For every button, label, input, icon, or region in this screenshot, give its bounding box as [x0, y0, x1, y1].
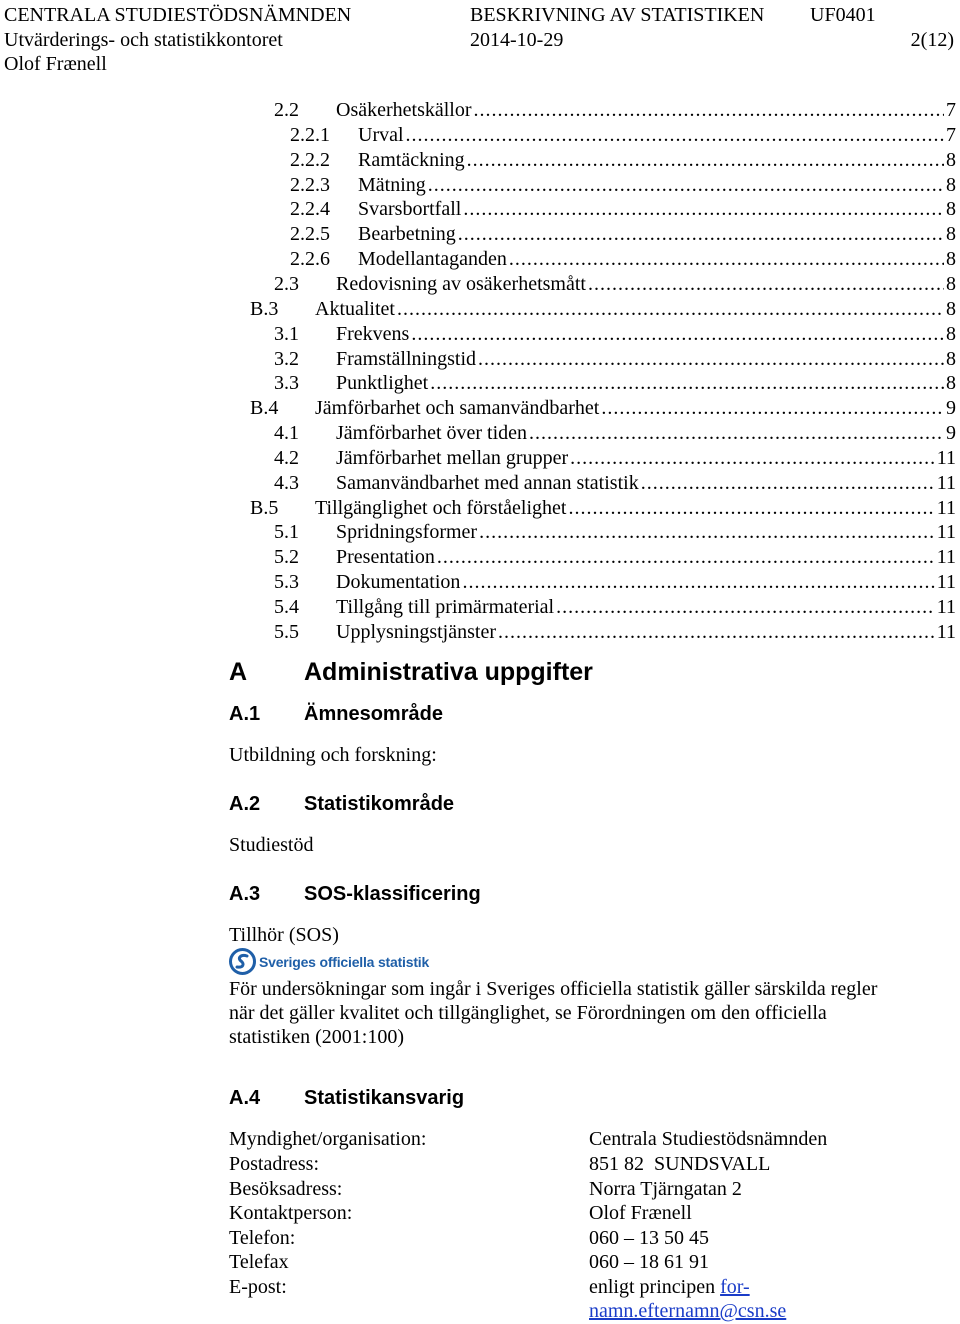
toc-entry-number: 2.2.1 — [290, 123, 330, 146]
toc-entry-page: 8 — [946, 248, 956, 271]
toc-entry-page: 11 — [936, 571, 956, 594]
contact-label-visit: Besöksadress: — [229, 1178, 343, 1200]
contact-value-visit: Norra Tjärngatan 2 — [589, 1178, 742, 1200]
header-doc-code: UF0401 — [810, 4, 876, 26]
toc-entry-title: Presentation — [336, 546, 435, 569]
toc-entry-page: 7 — [946, 123, 956, 146]
a2-text: Studiestöd — [229, 834, 314, 856]
a2-number: A.2 — [229, 793, 261, 815]
header-page: 2(12) — [910, 29, 954, 51]
toc-entry-leader — [509, 247, 944, 271]
toc-entry-page: 8 — [946, 297, 956, 320]
toc-entry-number: 2.2.3 — [290, 173, 330, 196]
toc-entry-leader — [428, 173, 944, 197]
toc-entry-title: Ramtäckning — [358, 148, 465, 171]
toc-entry-title: Osäkerhetskällor — [336, 99, 472, 121]
email-link-line-2-wrap — [589, 1299, 786, 1324]
contact-label-org: Myndighet/organisation: — [229, 1128, 427, 1150]
toc-entry-number: 5.1 — [274, 521, 299, 544]
toc-entry-number: 5.5 — [274, 620, 299, 643]
a1-text: Utbildning och forskning: — [229, 744, 437, 766]
header-author: Olof Frænell — [4, 53, 107, 75]
contact-label-email: E-post: — [229, 1276, 287, 1298]
toc-entry-title: Jämförbarhet över tiden — [336, 422, 528, 445]
toc-entry-title: Svarsbortfall — [358, 198, 462, 221]
toc-entry-number: 3.2 — [274, 347, 299, 370]
toc-entry[interactable] — [274, 446, 956, 470]
toc-entry-number: B.5 — [250, 496, 279, 519]
toc-entry-title: Aktualitet — [315, 297, 395, 320]
toc-entry-page: 11 — [936, 521, 956, 544]
a3-paragraph-line-3: statistiken (2001:100) — [229, 1026, 404, 1048]
toc-entry[interactable] — [290, 222, 956, 246]
contact-value-fax: 060 – 18 61 91 — [589, 1251, 709, 1273]
header-office: Utvärderings- och statistikkontoret — [4, 29, 283, 51]
toc-entry[interactable] — [274, 322, 956, 346]
toc-entry-page: 8 — [946, 148, 956, 171]
toc-entry-title: Modellantaganden — [358, 248, 507, 271]
toc-entry-title: Jämförbarhet och samanvändbarhet — [315, 397, 600, 420]
toc-entry-title: Spridningsformer — [336, 521, 478, 544]
contact-label-fax: Telefax — [229, 1251, 289, 1273]
toc-entry-page: 11 — [936, 496, 956, 519]
toc-entry-title: Redovisning av osäkerhetsmått — [336, 272, 586, 295]
toc-entry-page: 11 — [936, 596, 956, 618]
toc-entry-number: 5.4 — [274, 596, 299, 618]
toc-entry-title: Punktlighet — [336, 372, 429, 395]
section-a-title: Administrativa uppgifter — [304, 658, 593, 686]
toc-entry[interactable] — [274, 371, 956, 395]
toc-entry[interactable] — [250, 496, 956, 520]
section-a-number: A — [229, 658, 248, 686]
toc-entry-title: Bearbetning — [358, 223, 456, 246]
toc-entry[interactable] — [274, 347, 956, 371]
toc-entry-number: 2.2.4 — [290, 198, 330, 221]
toc-entry-page: 7 — [946, 99, 956, 121]
toc-entry[interactable] — [290, 247, 956, 271]
toc-entry-leader — [568, 496, 934, 520]
email-link-part-2[interactable]: namn.efternamn@csn.se — [589, 1300, 787, 1322]
contact-value-org: Centrala Studiestödsnämnden — [589, 1128, 828, 1150]
toc-entry[interactable] — [274, 272, 956, 296]
toc-entry-leader — [458, 222, 944, 246]
toc-entry-title: Mätning — [358, 173, 426, 196]
toc-entry-page: 11 — [936, 471, 956, 494]
toc-entry-number: B.4 — [250, 397, 279, 420]
toc-entry-leader — [462, 570, 934, 594]
contact-value-email — [589, 1275, 750, 1300]
toc-entry-number: 2.2.5 — [290, 223, 330, 246]
toc-entry-number: 2.2 — [274, 99, 299, 121]
a1-number: A.1 — [229, 703, 261, 725]
sos-logo-text: Sveriges officiella statistik — [259, 953, 430, 970]
toc-entry-leader — [601, 396, 944, 420]
toc-entry-leader — [478, 347, 944, 371]
toc-entry-leader — [467, 148, 944, 172]
header-date: 2014-10-29 — [470, 29, 564, 51]
a3-paragraph-line-2: när det gäller kvalitet och tillgänglighet, se Förordningen om den officiella — [229, 1002, 827, 1024]
toc-entry-leader — [641, 471, 935, 495]
toc-entry-number: 4.3 — [274, 471, 299, 494]
toc-entry-leader — [570, 446, 935, 470]
toc-entry-number: 2.2.6 — [290, 248, 330, 271]
toc-entry-page: 8 — [946, 347, 956, 370]
toc-entry-page: 9 — [946, 422, 956, 445]
contact-label-person: Kontaktperson: — [229, 1202, 353, 1224]
toc-entry-leader — [529, 421, 944, 445]
a4-number: A.4 — [229, 1087, 261, 1109]
toc-entry-page: 8 — [946, 198, 956, 221]
toc-entry-title: Jämförbarhet mellan grupper — [336, 446, 569, 469]
contact-label-postal: Postadress: — [229, 1153, 319, 1175]
toc-entry-leader — [437, 545, 935, 569]
a1-title: Ämnesområde — [304, 703, 443, 725]
toc-entry-number: 3.3 — [274, 372, 299, 395]
email-link-part-1[interactable]: for- — [720, 1276, 750, 1298]
toc-entry-number: 4.1 — [274, 422, 299, 445]
a3-paragraph-line-1: För undersökningar som ingår i Sveriges officiella statistik gäller särskilda regler — [229, 978, 878, 1000]
toc-entry-leader — [463, 197, 944, 221]
toc-entry-page: 11 — [936, 620, 956, 643]
toc-entry-leader — [588, 272, 944, 296]
a4-title: Statistikansvarig — [304, 1087, 465, 1109]
toc-entry-page: 8 — [946, 372, 956, 395]
toc-entry[interactable] — [274, 545, 956, 569]
email-principle-text: enligt principen — [589, 1276, 716, 1298]
contact-label-phone: Telefon: — [229, 1227, 296, 1249]
toc-entry-number: 4.2 — [274, 446, 299, 469]
toc-entry-title: Urval — [358, 123, 404, 146]
toc-entry-leader — [498, 620, 935, 644]
toc-entry[interactable] — [274, 595, 956, 619]
header-org: CENTRALA STUDIESTÖDSNÄMNDEN — [4, 4, 352, 26]
toc-entry[interactable] — [274, 421, 956, 445]
toc-entry-page: 11 — [936, 446, 956, 469]
toc-entry-leader — [406, 123, 944, 147]
a3-number: A.3 — [229, 883, 261, 905]
toc-entry-title: Tillgång till primärmaterial — [336, 596, 555, 618]
toc-entry-leader — [474, 98, 944, 122]
toc-entry-number: 2.2.2 — [290, 148, 330, 171]
contact-value-person: Olof Frænell — [589, 1202, 692, 1224]
contact-value-postal: 851 82 SUNDSVALL — [589, 1153, 771, 1175]
header-doc-title: BESKRIVNING AV STATISTIKEN — [470, 4, 765, 26]
toc-entry[interactable] — [274, 620, 956, 644]
toc-entry-page: 9 — [946, 397, 956, 420]
toc-entry-page: 8 — [946, 272, 956, 295]
toc-entry[interactable] — [274, 520, 956, 544]
toc-entry[interactable] — [290, 197, 956, 221]
toc-entry-title: Frekvens — [336, 322, 410, 345]
toc-entry-leader — [411, 322, 944, 346]
toc-entry-page: 11 — [936, 546, 956, 569]
toc-entry[interactable] — [274, 471, 956, 495]
a2-title: Statistikområde — [304, 793, 455, 815]
toc-entry-title: Dokumentation — [336, 571, 461, 594]
toc-entry-title: Samanvändbarhet med annan statistik — [336, 471, 639, 494]
a3-text: Tillhör (SOS) — [229, 924, 339, 946]
toc-entry-number: 2.3 — [274, 272, 299, 295]
toc-entry-page: 8 — [946, 322, 956, 345]
toc-entry-title: Upplysningstjänster — [336, 620, 496, 643]
toc-entry-title: Framställningstid — [336, 347, 476, 370]
toc-entry-page: 8 — [946, 173, 956, 196]
toc-entry-number: 5.2 — [274, 546, 299, 569]
toc-entry[interactable] — [290, 173, 956, 197]
toc-entry-leader — [556, 595, 935, 619]
toc-entry-leader — [397, 297, 944, 321]
toc-entry-page: 8 — [946, 223, 956, 246]
contact-value-phone: 060 – 13 50 45 — [589, 1227, 709, 1249]
toc-entry-leader — [430, 371, 944, 395]
sos-swirl-icon — [229, 948, 256, 975]
toc-entry[interactable] — [250, 396, 956, 420]
toc-entry[interactable] — [290, 123, 956, 147]
toc-entry[interactable] — [274, 570, 956, 594]
a3-title: SOS-klassificering — [304, 883, 481, 905]
toc-entry-number: B.3 — [250, 297, 279, 320]
toc-entry-number: 5.3 — [274, 571, 299, 594]
toc-entry[interactable] — [274, 98, 956, 122]
toc-entry-title: Tillgänglighet och förståelighet — [315, 496, 567, 519]
toc-entry-leader — [479, 520, 935, 544]
toc-entry[interactable] — [290, 148, 956, 172]
sos-logo — [229, 948, 429, 975]
toc-entry-number: 3.1 — [274, 322, 299, 345]
toc-entry[interactable] — [250, 297, 956, 321]
